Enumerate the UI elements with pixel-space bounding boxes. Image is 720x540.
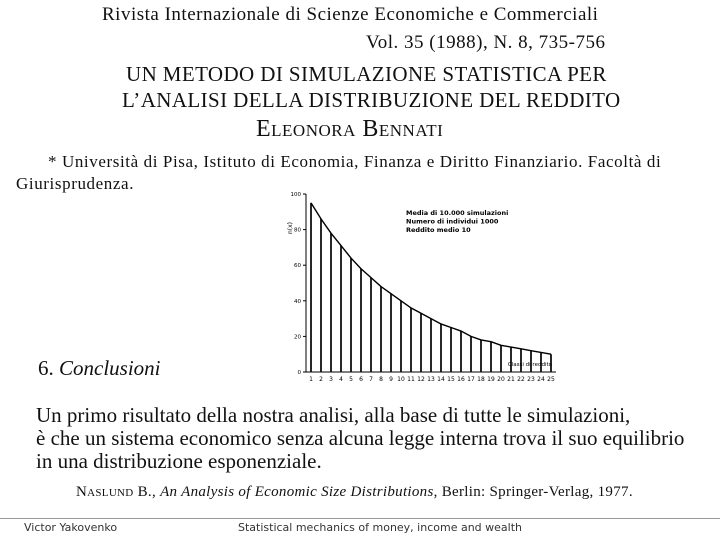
legend-entry: Media di 10.000 simulazioni	[406, 209, 509, 217]
reference	[76, 484, 633, 501]
x-tick-label: 11	[407, 376, 415, 383]
bar	[380, 287, 382, 372]
income-distribution-chart	[262, 186, 562, 392]
bar	[370, 278, 372, 372]
bar	[390, 294, 392, 372]
conclusion-line1: Un primo risultato della nostra analisi, alla base di tutte le simulazioni,	[36, 403, 631, 427]
x-axis-label: Classi di reddito	[507, 362, 552, 368]
x-tick-label: 22	[517, 376, 525, 383]
x-tick-label: 10	[397, 376, 405, 383]
y-tick-label: 60	[294, 263, 301, 270]
x-tick-label: 12	[417, 376, 425, 383]
y-axis-label: n(x)	[287, 221, 294, 235]
bar	[480, 340, 482, 372]
x-tick-label: 14	[437, 376, 445, 383]
x-tick-label: 15	[447, 376, 455, 383]
bar	[500, 345, 502, 372]
y-tick-label: 100	[290, 192, 301, 198]
y-tick-label: 80	[294, 227, 301, 234]
x-tick-label: 7	[369, 376, 373, 383]
bar	[510, 347, 512, 372]
x-tick-label: 21	[507, 376, 515, 383]
x-tick-label: 18	[477, 376, 485, 383]
x-tick-label: 13	[427, 376, 435, 383]
bar	[450, 328, 452, 373]
x-tick-label: 23	[527, 376, 535, 383]
article-title-line2: L’ANALISI DELLA DISTRIBUZIONE DEL REDDITO	[122, 88, 621, 112]
x-tick-label: 8	[379, 376, 383, 383]
y-tick-label: 20	[294, 334, 301, 341]
bar	[470, 336, 472, 372]
x-tick-label: 6	[359, 376, 363, 383]
bar	[490, 342, 492, 372]
bar	[340, 246, 342, 372]
bar	[320, 219, 322, 372]
bar	[360, 269, 362, 372]
bar	[400, 301, 402, 372]
x-tick-label: 3	[329, 376, 333, 383]
y-tick-label: 40	[294, 298, 301, 305]
bar	[460, 331, 462, 372]
conclusion-paragraph	[36, 404, 696, 473]
bar	[430, 319, 432, 372]
article-title-line1: UN METODO DI SIMULAZIONE STATISTICA PER	[126, 62, 607, 86]
section-number: 6.	[38, 356, 54, 380]
x-tick-label: 19	[487, 376, 495, 383]
legend-entry: Numero di individui 1000	[406, 217, 499, 226]
bar	[350, 258, 352, 372]
footer-author: Victor Yakovenko	[24, 521, 118, 534]
bar	[420, 313, 422, 372]
conclusion-line2: è che un sistema economico senza alcuna legge interna trova il suo equilibrio	[36, 426, 685, 450]
reference-author: Naslund B.,	[76, 484, 156, 500]
legend-entry: Reddito medio 10	[406, 226, 471, 234]
section-heading	[38, 356, 161, 381]
bar	[310, 203, 312, 372]
x-tick-label: 5	[349, 376, 353, 383]
author-affiliation-line2: Giurisprudenza.	[16, 174, 135, 193]
y-tick-label: 0	[297, 370, 301, 376]
journal-name: Rivista Internazionale di Scienze Economiche e Commerciali	[102, 4, 599, 25]
x-tick-label: 24	[537, 376, 545, 383]
footer-talk-title: Statistical mechanics of money, income and wealth	[238, 521, 523, 534]
x-tick-label: 17	[467, 376, 475, 383]
section-title: Conclusioni	[59, 356, 161, 380]
x-tick-label: 1	[309, 376, 313, 383]
footer-divider	[0, 518, 720, 519]
x-tick-label: 9	[389, 376, 393, 383]
x-tick-label: 25	[547, 376, 555, 383]
x-tick-label: 20	[497, 376, 505, 383]
x-tick-label: 2	[319, 376, 323, 383]
article-author: Eleonora Bennati	[256, 116, 444, 142]
bar	[440, 324, 442, 372]
journal-volume: Vol. 35 (1988), N. 8, 735-756	[366, 32, 606, 53]
bar	[330, 233, 332, 372]
bar	[520, 349, 522, 372]
bar	[410, 308, 412, 372]
conclusion-line3: in una distribuzione esponenziale.	[36, 449, 322, 473]
reference-book: An Analysis of Economic Size Distributions	[160, 484, 434, 500]
x-tick-label: 16	[457, 376, 465, 383]
author-affiliation-line1: * Università di Pisa, Istituto di Economia, Finanza e Diritto Finanziario. Facoltà di	[48, 152, 662, 171]
x-tick-label: 4	[339, 376, 343, 383]
reference-publisher: , Berlin: Springer-Verlag, 1977.	[433, 484, 633, 500]
